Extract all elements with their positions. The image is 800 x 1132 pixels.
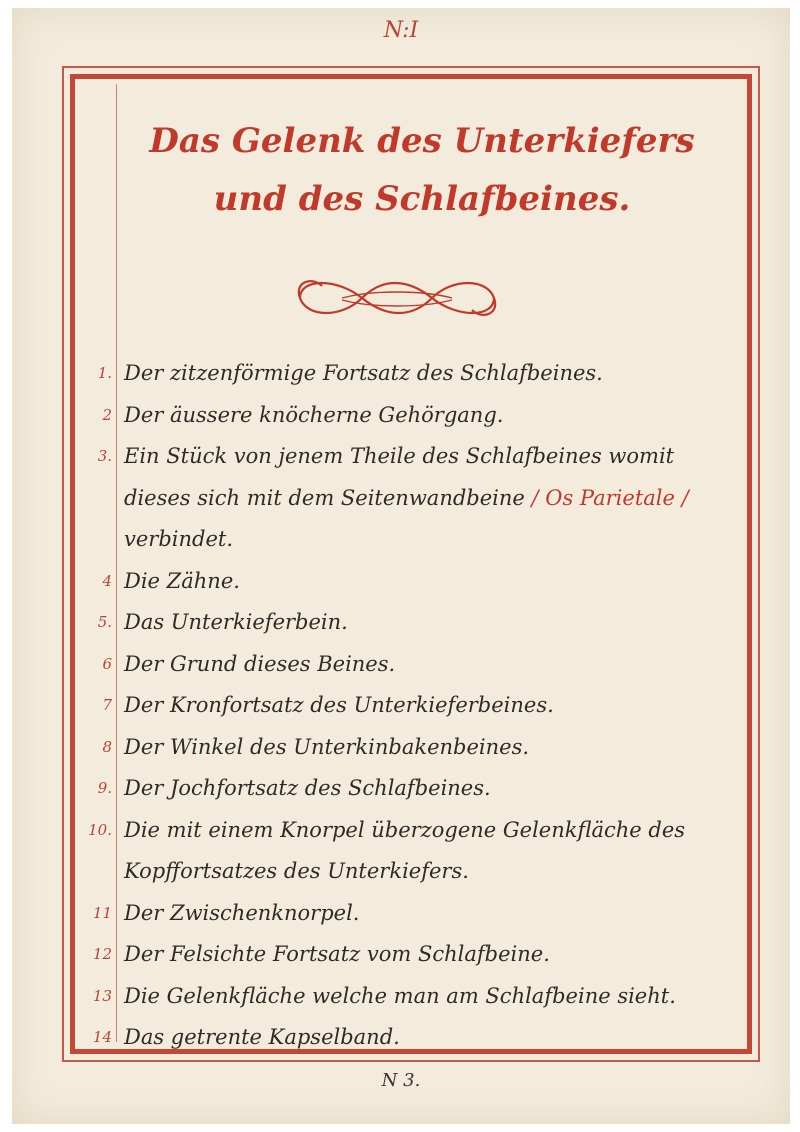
item-number: 5. xyxy=(97,613,112,631)
folio-number-top: N:I xyxy=(383,18,419,43)
item-number: 2 xyxy=(102,405,112,424)
item-text: Die Zähne. xyxy=(124,568,240,593)
legend-item xyxy=(72,893,742,935)
item-number: 4 xyxy=(102,571,112,590)
legend-item xyxy=(72,561,742,603)
item-number: 11 xyxy=(92,903,112,922)
item-text: Der Kronfortsatz des Unterkieferbeines. xyxy=(124,693,554,717)
item-text: Das Unterkieferbein. xyxy=(124,610,348,634)
item-text: Der äussere knöcherne Gehörgang. xyxy=(124,402,504,427)
item-text: Die Gelenkfläche welche man am Schlafbeine sieht. xyxy=(124,983,676,1008)
legend-item xyxy=(72,976,742,1018)
legend-item xyxy=(72,768,742,810)
item-text: Der Grund dieses Beines. xyxy=(124,651,396,676)
item-number: 8 xyxy=(102,737,112,756)
legend-item xyxy=(72,727,742,769)
item-text: Die mit einem Knorpel überzogene Gelenkfläche des Kopffortsatzes des Unterkiefers. xyxy=(124,817,686,883)
item-number: 14 xyxy=(92,1028,112,1046)
ornamental-flourish-icon xyxy=(282,270,512,326)
item-latin-term: / Os Parietale / xyxy=(531,485,689,510)
legend-item xyxy=(72,436,742,561)
legend-item xyxy=(72,644,742,686)
item-number: 9. xyxy=(97,779,112,797)
folio-number-bottom: N 3. xyxy=(381,1070,421,1091)
item-text: Das getrente Kapselband. xyxy=(124,1025,400,1049)
page-title: Das Gelenk des Unterkiefers und des Schlafbeines. xyxy=(149,121,695,219)
item-number: 1. xyxy=(97,364,112,382)
legend-item xyxy=(72,1017,742,1059)
legend-item xyxy=(72,685,742,727)
item-text-tail: verbindet. xyxy=(124,527,233,551)
legend-item xyxy=(72,353,742,395)
item-number: 3. xyxy=(97,447,112,465)
item-text: Ein Stück von jenem Theile des Schlafbeines womit dieses sich mit dem Seitenwandbeine xyxy=(124,444,675,510)
manuscript-page xyxy=(12,8,790,1124)
legend-item xyxy=(72,602,742,644)
legend-item xyxy=(72,810,742,893)
item-number: 7 xyxy=(102,696,112,714)
item-text: Der Zwischenknorpel. xyxy=(124,900,360,925)
item-text: Der zitzenförmige Fortsatz des Schlafbeines. xyxy=(124,361,603,385)
legend-item xyxy=(72,395,742,437)
item-text: Der Felsichte Fortsatz vom Schlafbeine. xyxy=(124,942,550,966)
item-number: 10. xyxy=(88,820,112,839)
legend-item xyxy=(72,934,742,976)
legend-list xyxy=(72,353,742,1059)
item-text: Der Jochfortsatz des Schlafbeines. xyxy=(124,776,491,800)
item-number: 12 xyxy=(92,945,112,963)
item-text: Der Winkel des Unterkinbakenbeines. xyxy=(124,734,530,759)
item-number: 6 xyxy=(102,654,112,673)
item-number: 13 xyxy=(92,986,112,1005)
